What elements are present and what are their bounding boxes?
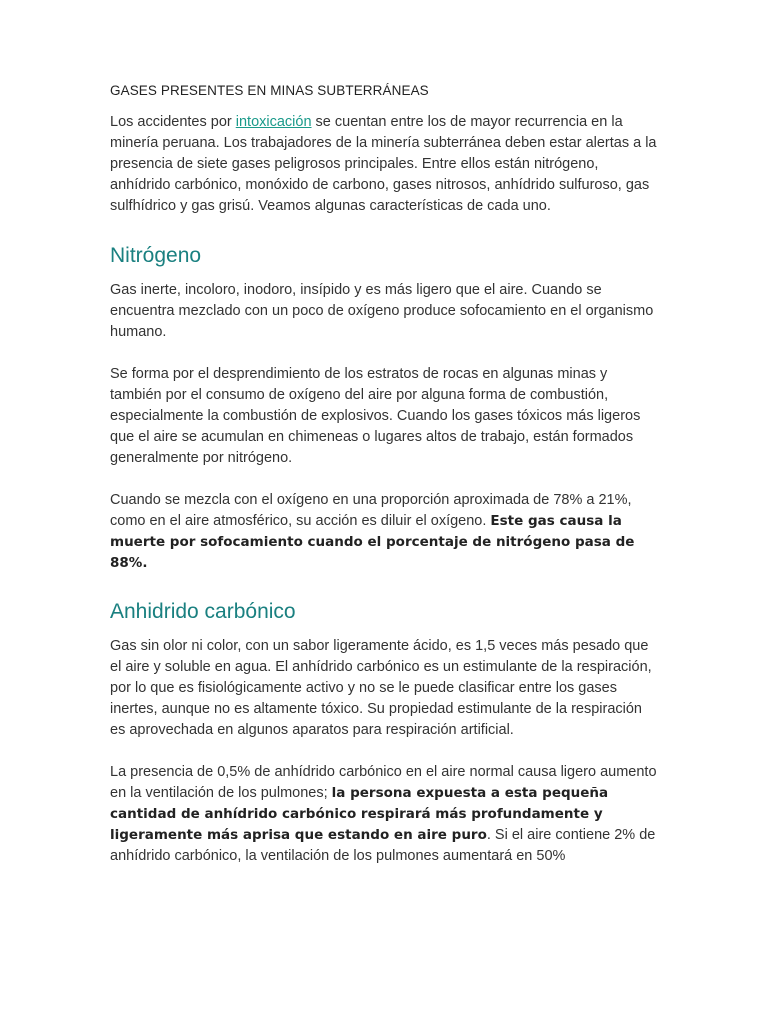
- anhidrido-paragraph-1: Gas sin olor ni color, con un sabor ligeramente ácido, es 1,5 veces más pesado que el aire y soluble en agua. El anhídrido carbónico es un estimulante de la respiración, por lo que es fisiológicamente activo y no se le puede clasificar entre los gases inertes, aunque no es altamente tóxico. Su propiedad estimulante de la respiración es aprovechada en algunos aparatos para respiración artificial.: [110, 638, 652, 738]
- anhidrido-p2-bold: la persona expuesta a esta pequeña cantidad de anhídrido carbónico respirará más profundamente y ligeramente más aprisa que estando en aire puro: [110, 785, 609, 843]
- heading-anhidrido-carbonico: Anhidrido carbónico: [110, 600, 296, 623]
- anhidrido-paragraph-2: [110, 762, 660, 867]
- document-title: GASES PRESENTES EN MINAS SUBTERRÁNEAS: [110, 83, 429, 98]
- nitrogeno-paragraph-2: Se forma por el desprendimiento de los estratos de rocas en algunas minas y también por el consumo de oxígeno del aire por alguna forma de combustión, especialmente la combustión de explosivos. Cuando los gases tóxicos más ligeros que el aire se acumulan en chimeneas o lugares altos de trabajo, están formados generalmente por nitrógeno.: [110, 366, 641, 466]
- nitrogeno-paragraph-3: [110, 490, 660, 574]
- intro-paragraph: [110, 112, 660, 217]
- anhidrido-p2-text-end: . Si el aire contiene 2% de anhídrido carbónico, la ventilación de los pulmones aumentará en 50%: [110, 827, 656, 864]
- heading-nitrogeno: Nitrógeno: [110, 244, 202, 267]
- intoxicacion-link[interactable]: intoxicación: [235, 114, 312, 130]
- intro-text-start: Los accidentes por: [110, 114, 236, 130]
- nitrogeno-p3-bold: Este gas causa la muerte por sofocamiento cuando el porcentaje de nitrógeno pasa de 88%.: [110, 513, 635, 571]
- nitrogeno-p3-text: Cuando se mezcla con el oxígeno en una proporción aproximada de 78% a 21%, como en el aire atmosférico, su acción es diluir el oxígeno.: [110, 492, 632, 529]
- anhidrido-p2-text-start: La presencia de 0,5% de anhídrido carbónico en el aire normal causa ligero aumento en la ventilación de los pulmones;: [110, 764, 657, 801]
- intro-text-end: se cuentan entre los de mayor recurrencia en la minería peruana. Los trabajadores de la minería subterránea deben estar alertas a la presencia de siete gases peligrosos principales. Entre ellos están nitrógeno, anhídrido carbónico, monóxido de carbono, gases nitrosos, anhídrido sulfuroso, gas sulfhídrico y gas grisú. Veamos algunas características de cada uno.: [110, 114, 657, 214]
- nitrogeno-paragraph-1: Gas inerte, incoloro, inodoro, insípido y es más ligero que el aire. Cuando se encuentra mezclado con un poco de oxígeno produce sofocamiento en el organismo humano.: [110, 282, 654, 340]
